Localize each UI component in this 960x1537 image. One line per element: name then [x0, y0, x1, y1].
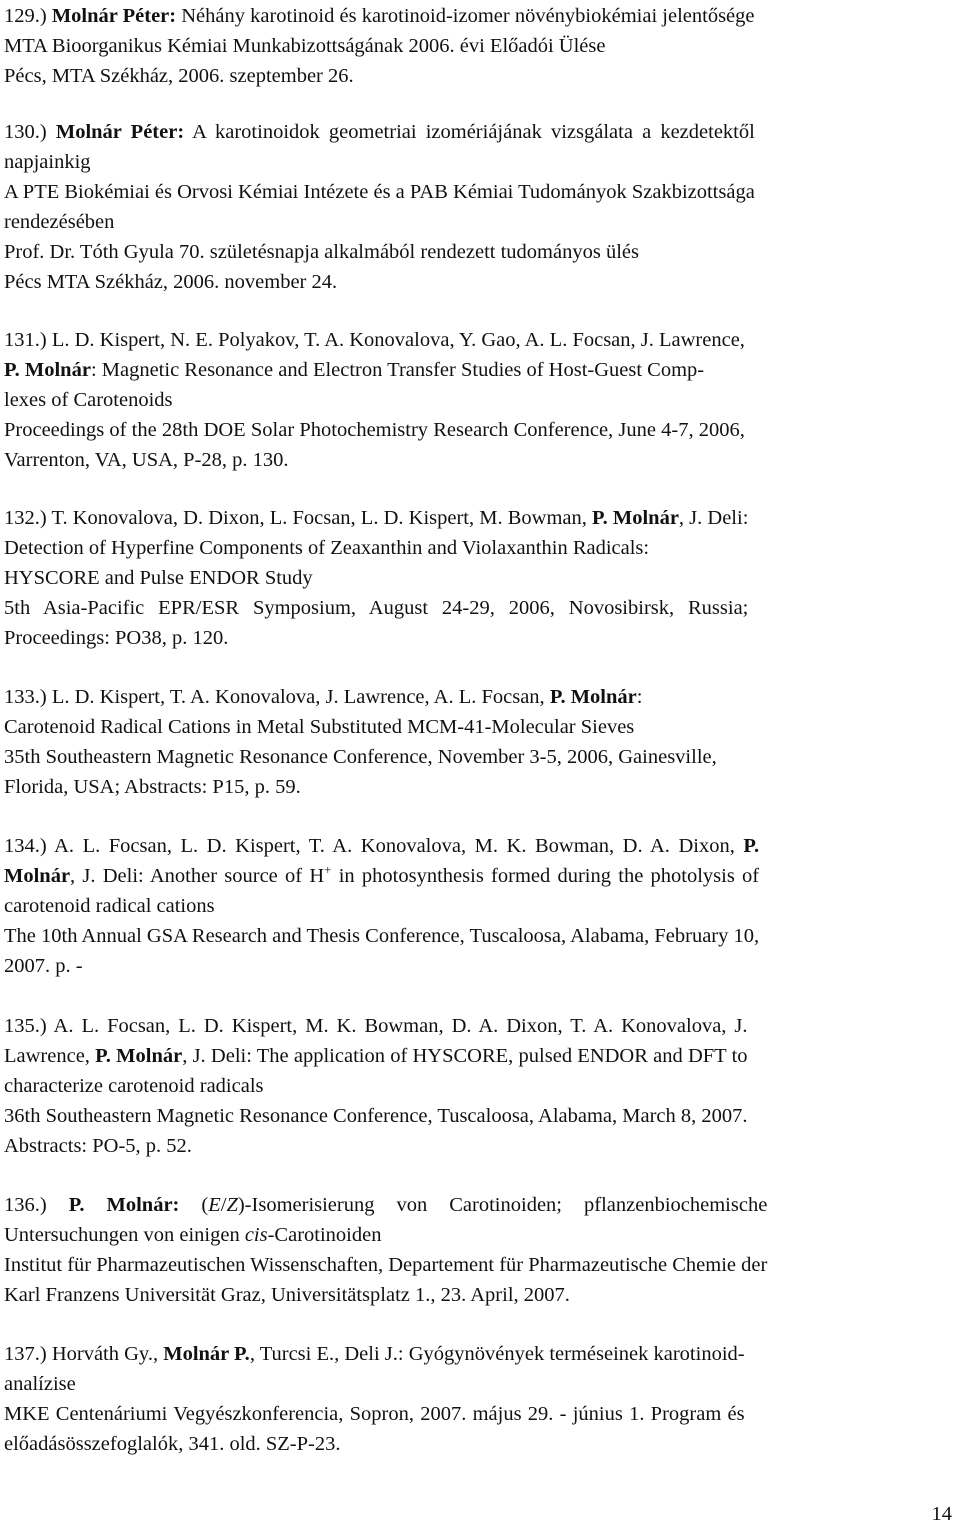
text-line — [4, 593, 748, 623]
text-line — [4, 355, 745, 385]
text-run: 134.) A. L. Focsan, L. D. Kispert, T. A. Konovalova, M. K. Bowman, D. A. Dixon, — [4, 835, 744, 857]
text-run: : Magnetic Resonance and Electron Transfer Studies of Host-Guest Comp- — [90, 359, 705, 381]
text-line — [4, 951, 759, 981]
text-run: 130.) — [4, 121, 56, 143]
text-run: 5th Asia-Pacific EPR/ESR Symposium, August 24-29, 2006, Novosibirsk, Russia; — [4, 597, 749, 619]
publication-entry-137 — [4, 1339, 745, 1459]
text-line — [4, 1250, 767, 1280]
text-line — [4, 682, 717, 712]
text-line — [4, 177, 755, 207]
text-run: Untersuchungen von einigen — [4, 1224, 245, 1246]
text-line — [4, 61, 755, 91]
text-run: 137.) Horváth Gy., — [4, 1343, 164, 1365]
text-run: Institut für Pharmazeutischen Wissenschaften, Departement für Pharmazeutische Chemie der — [4, 1254, 768, 1276]
text-run: Karl Franzens Universität Graz, Universitätsplatz 1., 23. April, 2007. — [4, 1284, 570, 1306]
text-line — [4, 1, 755, 31]
publication-entry-136 — [4, 1190, 767, 1310]
text-line — [4, 831, 759, 861]
author-name: Molnár P. — [163, 1343, 250, 1365]
text-line — [4, 1041, 748, 1071]
text-run: The 10th Annual GSA Research and Thesis Conference, Tuscaloosa, Alabama, February 10, — [4, 925, 760, 947]
text-run: A karotinoidok geometriai izomériájának vizsgálata a kezdetektől — [184, 121, 755, 143]
text-line — [4, 921, 759, 951]
text-run: rendezésében — [4, 211, 115, 233]
text-run: , J. Deli: Another source of H — [70, 865, 325, 887]
text-run: E — [208, 1194, 221, 1216]
text-line — [4, 1339, 745, 1369]
text-run: carotenoid radical cations — [4, 895, 215, 917]
publication-entry-133 — [4, 682, 717, 802]
text-run: , J. Deli: — [678, 507, 749, 529]
text-run: in photosynthesis formed during the photolysis of — [331, 865, 760, 887]
author-name: Molnár Péter: — [51, 5, 177, 27]
text-run: , Turcsi E., Deli J.: Gyógynövények terméseinek karotinoid- — [249, 1343, 745, 1365]
text-run: Z — [226, 1194, 238, 1216]
text-run: : — [636, 686, 643, 708]
author-name: P. Molnár — [95, 1045, 183, 1067]
text-run: lexes of Carotenoids — [4, 389, 173, 411]
text-run: / — [220, 1194, 227, 1216]
text-line — [4, 147, 755, 177]
text-run: )-Isomerisierung von Carotinoiden; pflanzenbiochemische — [237, 1194, 768, 1216]
author-name: P. Molnár — [4, 359, 91, 381]
text-line — [4, 117, 755, 147]
text-run: ( — [179, 1194, 209, 1216]
publication-entry-134 — [4, 831, 759, 981]
text-run: Pécs MTA Székház, 2006. november 24. — [4, 271, 338, 293]
text-line — [4, 237, 755, 267]
author-name: Molnár — [4, 865, 71, 887]
text-run: Detection of Hyperfine Components of Zeaxanthin and Violaxanthin Radicals: — [4, 537, 650, 559]
text-run: , J. Deli: The application of HYSCORE, pulsed ENDOR and DFT to — [182, 1045, 748, 1067]
text-run: 133.) L. D. Kispert, T. A. Konovalova, J. Lawrence, A. L. Focsan, — [4, 686, 550, 708]
text-run: Carotenoid Radical Cations in Metal Substituted MCM-41-Molecular Sieves — [4, 716, 635, 738]
text-line — [4, 1071, 748, 1101]
text-run: MTA Bioorganikus Kémiai Munkabizottságának 2006. évi Előadói Ülése — [4, 35, 606, 57]
text-run: Varrenton, VA, USA, P-28, p. 130. — [4, 449, 289, 471]
text-run: analízise — [4, 1373, 76, 1395]
superscript: + — [324, 862, 332, 878]
page-number: 14 — [931, 1503, 952, 1525]
text-run: Proceedings: PO38, p. 120. — [4, 627, 229, 649]
text-run: Prof. Dr. Tóth Gyula 70. születésnapja alkalmából rendezett tudományos ülés — [4, 241, 639, 263]
author-name: P. — [743, 835, 760, 857]
author-name: P. Molnár — [549, 686, 637, 708]
text-run: Pécs, MTA Székház, 2006. szeptember 26. — [4, 65, 354, 87]
author-name: P. Molnár: — [68, 1194, 180, 1216]
publication-entry-130 — [4, 117, 755, 297]
text-line — [4, 31, 755, 61]
text-line — [4, 1011, 748, 1041]
text-line — [4, 1280, 767, 1310]
text-line — [4, 503, 748, 533]
text-run: cis — [244, 1224, 268, 1246]
author-name: Molnár Péter: — [55, 121, 185, 143]
text-run: Proceedings of the 28th DOE Solar Photochemistry Research Conference, June 4-7, 2006, — [4, 419, 745, 441]
text-line — [4, 533, 748, 563]
text-run: 131.) L. D. Kispert, N. E. Polyakov, T. A. Konovalova, Y. Gao, A. L. Focsan, J. Lawrence, — [4, 329, 745, 351]
text-line — [4, 563, 748, 593]
text-run: MKE Centenáriumi Vegyészkonferencia, Sopron, 2007. május 29. - június 1. Program és — [4, 1403, 745, 1425]
text-line — [4, 207, 755, 237]
text-run: napjainkig — [4, 151, 91, 173]
text-run: 129.) — [4, 5, 52, 27]
text-line — [4, 742, 717, 772]
publication-entry-132 — [4, 503, 748, 653]
text-run: 2007. p. - — [4, 955, 83, 977]
text-line — [4, 1190, 767, 1220]
text-run: Abstracts: PO-5, p. 52. — [4, 1135, 192, 1157]
text-run: előadásösszefoglalók, 341. old. SZ-P-23. — [4, 1433, 341, 1455]
text-line — [4, 1369, 745, 1399]
author-name: P. Molnár — [591, 507, 679, 529]
text-run: Lawrence, — [4, 1045, 96, 1067]
text-run: HYSCORE and Pulse ENDOR Study — [4, 567, 313, 589]
text-run: characterize carotenoid radicals — [4, 1075, 264, 1097]
text-line — [4, 415, 745, 445]
publication-entry-135 — [4, 1011, 748, 1161]
text-line — [4, 385, 745, 415]
text-line — [4, 325, 745, 355]
text-run: A PTE Biokémiai és Orvosi Kémiai Intézete és a PAB Kémiai Tudományok Szakbizottsága — [4, 181, 755, 203]
text-run: 35th Southeastern Magnetic Resonance Conference, November 3-5, 2006, Gainesville, — [4, 746, 717, 768]
text-line — [4, 1101, 748, 1131]
text-line — [4, 623, 748, 653]
publication-entry-131 — [4, 325, 745, 475]
publication-entry-129 — [4, 1, 755, 91]
text-line — [4, 1131, 748, 1161]
text-line — [4, 891, 759, 921]
text-run: Florida, USA; Abstracts: P15, p. 59. — [4, 776, 301, 798]
text-line — [4, 1220, 767, 1250]
text-line — [4, 861, 759, 891]
text-line — [4, 712, 717, 742]
text-run: 136.) — [4, 1194, 69, 1216]
text-run: -Carotinoiden — [267, 1224, 382, 1246]
text-line — [4, 772, 717, 802]
text-run: Néhány karotinoid és karotinoid-izomer növénybiokémiai jelentősége — [176, 5, 755, 27]
text-run: 36th Southeastern Magnetic Resonance Conference, Tuscaloosa, Alabama, March 8, 2007. — [4, 1105, 748, 1127]
text-line — [4, 1399, 745, 1429]
text-line — [4, 1429, 745, 1459]
text-line — [4, 267, 755, 297]
text-run: 132.) T. Konovalova, D. Dixon, L. Focsan, L. D. Kispert, M. Bowman, — [4, 507, 592, 529]
text-line — [4, 445, 745, 475]
text-run: 135.) A. L. Focsan, L. D. Kispert, M. K. Bowman, D. A. Dixon, T. A. Konovalova, J. — [4, 1015, 748, 1037]
